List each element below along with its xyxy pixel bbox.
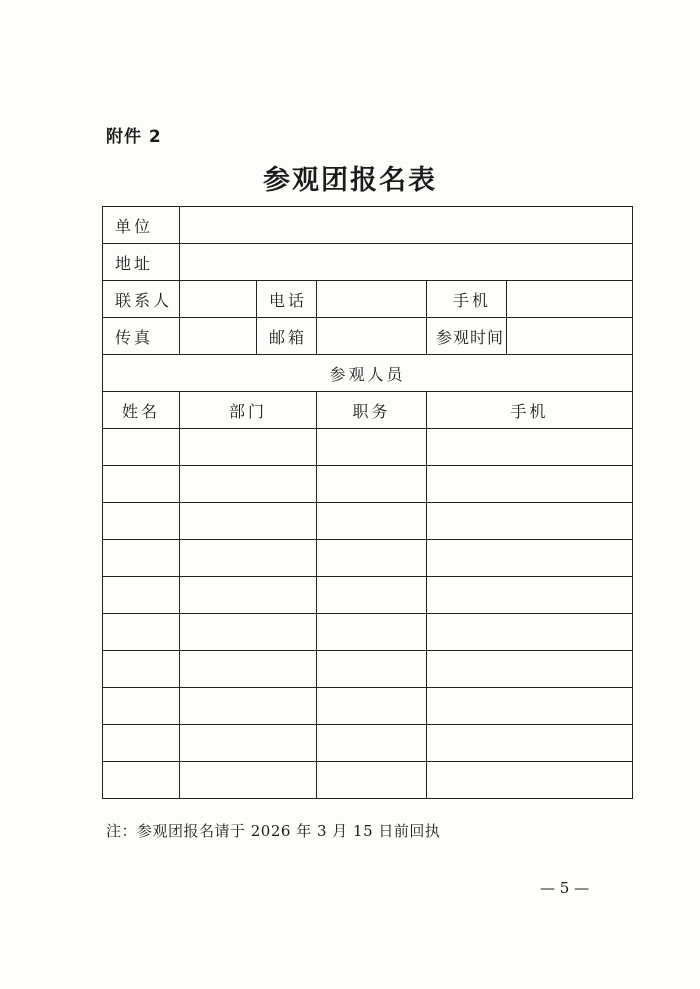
- visitor-department-cell[interactable]: [180, 762, 317, 799]
- visitor-department-cell[interactable]: [180, 614, 317, 651]
- visitor-name-cell[interactable]: [103, 762, 180, 799]
- page-number: — 5 —: [540, 879, 590, 897]
- visitor-position-cell[interactable]: [317, 725, 427, 762]
- contact-label: 联系人: [103, 281, 180, 318]
- visitor-mobile-cell[interactable]: [427, 503, 633, 540]
- address-row: [103, 244, 633, 281]
- visitor-mobile-cell[interactable]: [427, 688, 633, 725]
- visitor-row: [103, 725, 633, 762]
- mobile-label: 手机: [427, 281, 507, 318]
- attachment-label: 附件 2: [106, 127, 162, 147]
- visit-time-label: 参观时间: [427, 318, 507, 355]
- visitor-department-cell[interactable]: [180, 503, 317, 540]
- visitor-mobile-cell[interactable]: [427, 540, 633, 577]
- fax-field[interactable]: [180, 318, 257, 355]
- visitor-header-row: [103, 392, 633, 429]
- visitor-position-cell[interactable]: [317, 762, 427, 799]
- email-label: 邮箱: [257, 318, 317, 355]
- deadline-note: 注：参观团报名请于 2026 年 3 月 15 日前回执: [106, 822, 441, 840]
- unit-label: 单位: [103, 207, 180, 244]
- fax-row: [103, 318, 633, 355]
- visitor-row: [103, 540, 633, 577]
- visitor-position-cell[interactable]: [317, 651, 427, 688]
- visitor-mobile-cell[interactable]: [427, 466, 633, 503]
- column-header-department: 部门: [180, 392, 317, 429]
- visitor-name-cell[interactable]: [103, 429, 180, 466]
- visitor-department-cell[interactable]: [180, 540, 317, 577]
- visitor-row: [103, 762, 633, 799]
- email-field[interactable]: [317, 318, 427, 355]
- visitor-name-cell[interactable]: [103, 577, 180, 614]
- visitor-name-cell[interactable]: [103, 688, 180, 725]
- visitor-mobile-cell[interactable]: [427, 725, 633, 762]
- visitor-name-cell[interactable]: [103, 503, 180, 540]
- column-header-name: 姓名: [103, 392, 180, 429]
- visitor-rows: [103, 429, 633, 799]
- visitor-mobile-cell[interactable]: [427, 429, 633, 466]
- visitor-department-cell[interactable]: [180, 725, 317, 762]
- visitor-department-cell[interactable]: [180, 651, 317, 688]
- visitor-position-cell[interactable]: [317, 577, 427, 614]
- visitor-name-cell[interactable]: [103, 466, 180, 503]
- visitor-name-cell[interactable]: [103, 540, 180, 577]
- column-header-position: 职务: [317, 392, 427, 429]
- visitors-section-header: 参观人员: [103, 355, 633, 392]
- visitors-section-row: [103, 355, 633, 392]
- form-title: 参观团报名表: [263, 165, 437, 196]
- visitor-row: [103, 466, 633, 503]
- visitor-position-cell[interactable]: [317, 614, 427, 651]
- visitor-position-cell[interactable]: [317, 466, 427, 503]
- visitor-row: [103, 429, 633, 466]
- visitor-department-cell[interactable]: [180, 429, 317, 466]
- visitor-position-cell[interactable]: [317, 503, 427, 540]
- visitor-row: [103, 614, 633, 651]
- address-field[interactable]: [180, 244, 633, 281]
- visitor-position-cell[interactable]: [317, 688, 427, 725]
- visitor-position-cell[interactable]: [317, 540, 427, 577]
- visitor-position-cell[interactable]: [317, 429, 427, 466]
- visitor-name-cell[interactable]: [103, 614, 180, 651]
- contact-row: [103, 281, 633, 318]
- visitor-mobile-cell[interactable]: [427, 614, 633, 651]
- unit-row: [103, 207, 633, 244]
- visitor-row: [103, 503, 633, 540]
- visit-time-field[interactable]: [507, 318, 633, 355]
- visitor-department-cell[interactable]: [180, 688, 317, 725]
- visitor-mobile-cell[interactable]: [427, 651, 633, 688]
- contact-field[interactable]: [180, 281, 257, 318]
- visitor-name-cell[interactable]: [103, 651, 180, 688]
- unit-field[interactable]: [180, 207, 633, 244]
- visitor-row: [103, 577, 633, 614]
- mobile-field[interactable]: [507, 281, 633, 318]
- address-label: 地址: [103, 244, 180, 281]
- fax-label: 传真: [103, 318, 180, 355]
- registration-form-table: [102, 206, 633, 799]
- visitor-mobile-cell[interactable]: [427, 762, 633, 799]
- visitor-department-cell[interactable]: [180, 466, 317, 503]
- phone-field[interactable]: [317, 281, 427, 318]
- visitor-name-cell[interactable]: [103, 725, 180, 762]
- visitor-department-cell[interactable]: [180, 577, 317, 614]
- phone-label: 电话: [257, 281, 317, 318]
- visitor-row: [103, 651, 633, 688]
- visitor-row: [103, 688, 633, 725]
- column-header-mobile: 手机: [427, 392, 633, 429]
- visitor-mobile-cell[interactable]: [427, 577, 633, 614]
